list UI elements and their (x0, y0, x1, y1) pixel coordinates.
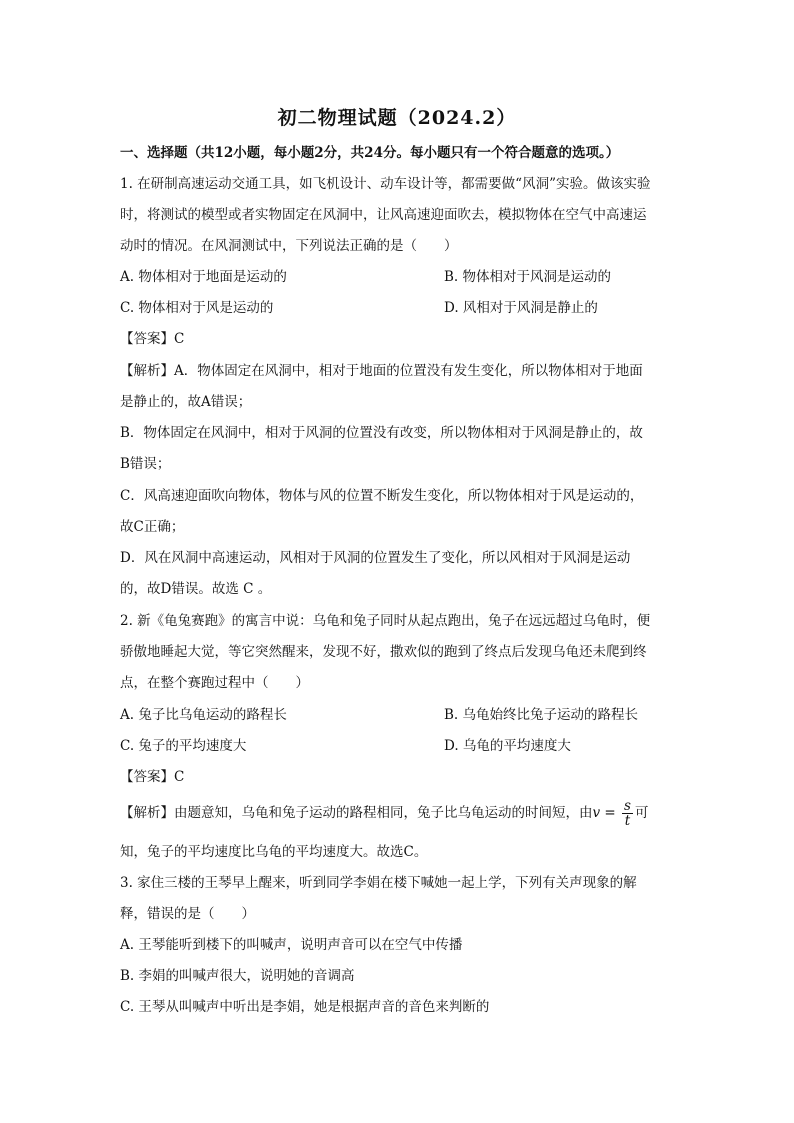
q2-analysis-line-2: 知，兔子的平均速度比乌龟的平均速度大。故选C。 (120, 844, 428, 860)
q1-analysis-line-5: C．风高速迎面吹向物体，物体与风的位置不断发生变化，所以物体相对于风是运动的， (120, 488, 644, 504)
q1-stem-line-2: 时，将测试的模型或者实物固定在风洞中，让风高速迎面吹去，模拟物体在空气中高速运 (120, 207, 647, 223)
q3-option-c: C. 王琴从叫喊声中听出是李娟，她是根据声音的音色来判断的 (120, 999, 490, 1015)
page-title: 初二物理试题（2024.2） (277, 107, 517, 129)
q1-stem-line-3: 动时的情况。在风洞测试中，下列说法正确的是（ ） (120, 238, 458, 254)
q3-stem-line-1: 3. 家住三楼的王琴早上醒来，听到同学李娟在楼下喊她一起上学，下列有关声现象的解 (120, 875, 637, 891)
q2-option-c: C. 兔子的平均速度大 (120, 738, 247, 754)
q1-analysis-line-6: 故C正确； (120, 519, 185, 535)
q2-stem-line-2: 骄傲地睡起大觉，等它突然醒来，发现不好，撒欢似的跑到了终点后发现乌龟还未爬到终 (120, 644, 647, 660)
q3-option-a: A. 王琴能听到楼下的叫喊声，说明声音可以在空气中传播 (120, 937, 463, 953)
formula-v: v (592, 805, 601, 821)
q1-option-b: B. 物体相对于风洞是运动的 (444, 269, 612, 285)
formula-denominator: t (624, 813, 631, 829)
q1-analysis-line-8: 的，故D错误。故选 C 。 (120, 581, 272, 597)
q3-option-b: B. 李娟的叫喊声很大，说明她的音调高 (120, 968, 355, 984)
q3-stem-line-2: 释，错误的是（ ） (120, 906, 255, 922)
q1-analysis-line-7: D．风在风洞中高速运动，风相对于风洞的位置发生了变化，所以风相对于风洞是运动 (120, 550, 631, 566)
q2-analysis-line-1 (120, 799, 648, 828)
q1-analysis-line-2: 是静止的，故A错误； (120, 394, 252, 410)
q1-analysis-line-3: B．物体固定在风洞中，相对于风洞的位置没有改变，所以物体相对于风洞是静止的，故 (120, 425, 643, 441)
q2-stem-line-1: 2. 新《龟兔赛跑》的寓言中说：乌龟和兔子同时从起点跑出，兔子在远远超过乌龟时，便 (120, 613, 651, 629)
q1-analysis-line-1: 【解析】A．物体固定在风洞中，相对于地面的位置没有发生变化，所以物体相对于地面 (120, 363, 643, 379)
formula-numerator: s (624, 798, 631, 814)
section-heading: 一、选择题（共12小题，每小题2分，共24分。每小题只有一个符合题意的选项。） (120, 145, 620, 161)
q2-option-d: D. 乌龟的平均速度大 (444, 738, 571, 754)
q1-option-a: A. 物体相对于地面是运动的 (120, 269, 287, 285)
speed-formula-fraction (622, 799, 633, 828)
q1-analysis-line-4: B错误； (120, 456, 171, 472)
q2-option-a: A. 兔子比乌龟运动的路程长 (120, 707, 287, 723)
q1-answer: 【答案】C (120, 331, 185, 347)
q2-analysis-prefix: 【解析】由题意知，乌龟和兔子运动的路程相同，兔子比乌龟运动的时间短，由 (120, 805, 593, 821)
q1-stem-line-1: 1. 在研制高速运动交通工具，如飞机设计、动车设计等，都需要做“风洞”实验。做该实验 (120, 176, 651, 192)
q2-analysis-suffix: 可 (634, 805, 649, 821)
q2-answer: 【答案】C (120, 769, 185, 785)
formula-equals: = (600, 805, 621, 821)
q2-option-b: B. 乌龟始终比兔子运动的路程长 (444, 707, 639, 723)
q1-option-d: D. 风相对于风洞是静止的 (444, 300, 598, 316)
q2-stem-line-3: 点，在整个赛跑过程中（ ） (120, 675, 309, 691)
q1-option-c: C. 物体相对于风是运动的 (120, 300, 274, 316)
